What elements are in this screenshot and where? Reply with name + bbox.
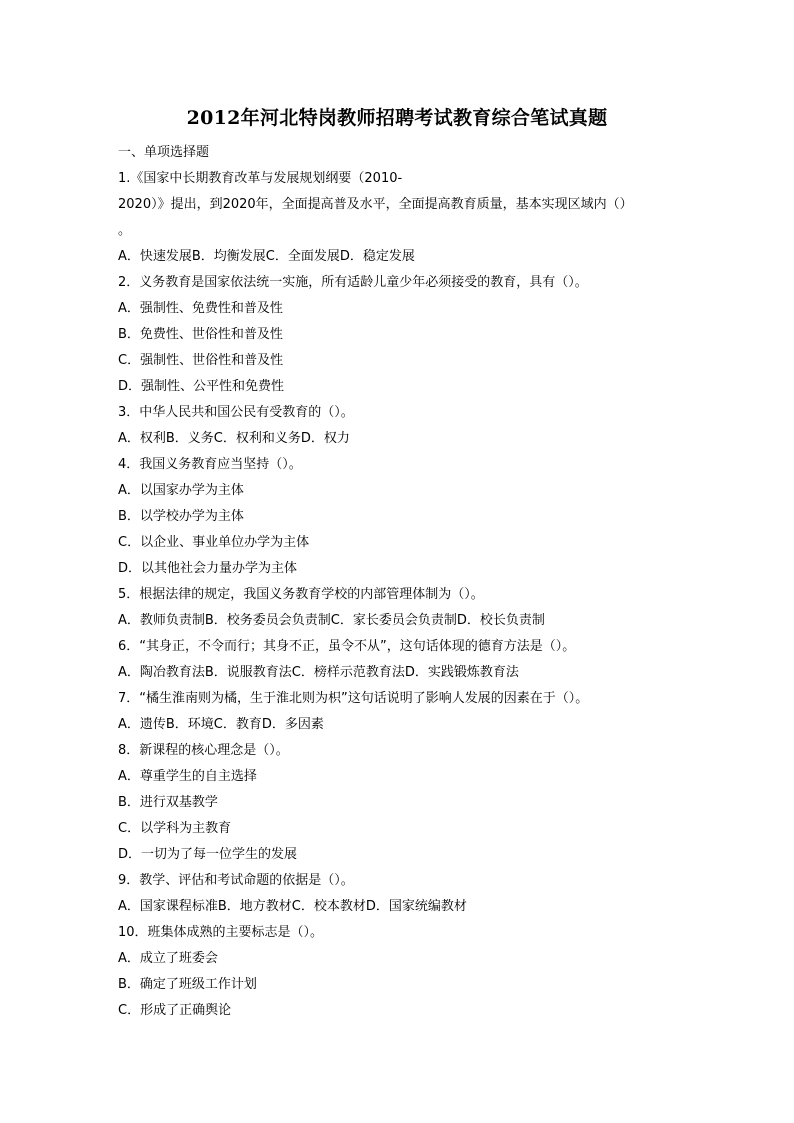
- text-line: 。: [118, 223, 132, 238]
- text-line: B．进行双基教学: [118, 795, 218, 810]
- text-line: C．以企业、事业单位办学为主体: [118, 535, 310, 550]
- text-line: 10．班集体成熟的主要标志是（）。: [118, 925, 324, 940]
- text-line: 2．义务教育是国家依法统一实施，所有适龄儿童少年必须接受的教育，具有（）。: [118, 275, 588, 290]
- text-line: 9．教学、评估和考试命题的依据是（）。: [118, 873, 354, 888]
- text-line: A．权利B．义务C．权利和义务D．权力: [118, 431, 350, 446]
- text-line: C．形成了正确舆论: [118, 1003, 232, 1018]
- text-line: 3．中华人民共和国公民有受教育的（）。: [118, 405, 354, 420]
- text-line: A．尊重学生的自主选择: [118, 769, 257, 784]
- text-line: A．以国家办学为主体: [118, 483, 244, 498]
- text-line: 2020）》提出，到2020年，全面提高普及水平，全面提高教育质量，基本实现区域内（）: [118, 197, 633, 212]
- text-line: B．以学校办学为主体: [118, 509, 244, 524]
- text-line: 4．我国义务教育应当坚持（）。: [118, 457, 302, 472]
- text-line: 1.《国家中长期教育改革与发展规划纲要（2010-: [118, 171, 403, 186]
- text-line: B．确定了班级工作计划: [118, 977, 257, 992]
- text-line: A．快速发展B．均衡发展C．全面发展D．稳定发展: [118, 249, 415, 264]
- text-line: D．一切为了每一位学生的发展: [118, 847, 298, 862]
- text-line: A．教师负责制B．校务委员会负责制C．家长委员会负责制D．校长负责制: [118, 613, 545, 628]
- text-line: B．免费性、世俗性和普及性: [118, 327, 283, 342]
- text-line: 5．根据法律的规定，我国义务教育学校的内部管理体制为（）。: [118, 587, 484, 602]
- text-line: D．强制性、公平性和免费性: [118, 379, 285, 394]
- text-line: A．国家课程标准B．地方教材C．校本教材D．国家统编教材: [118, 899, 467, 914]
- page-title: 2012年河北特岗教师招聘考试教育综合笔试真题: [186, 107, 608, 129]
- document-body: [118, 140, 678, 1024]
- text-line: 7．“橘生淮南则为橘，生于淮北则为枳”这句话说明了影响人发展的因素在于（）。: [118, 691, 589, 706]
- text-line: C．以学科为主教育: [118, 821, 232, 836]
- text-line: A．遗传B．环境C．教育D．多因素: [118, 717, 324, 732]
- section-heading: 一、单项选择题: [118, 145, 210, 160]
- text-line: A．陶冶教育法B．说服教育法C．榜样示范教育法D．实践锻炼教育法: [118, 665, 519, 680]
- text-line: A．强制性、免费性和普及性: [118, 301, 283, 316]
- text-line: C．强制性、世俗性和普及性: [118, 353, 284, 368]
- text-line: 8．新课程的核心理念是（）。: [118, 743, 289, 758]
- text-line: 6．“其身正，不令而行；其身不正，虽令不从”，这句话体现的德育方法是（）。: [118, 639, 576, 654]
- text-line: D．以其他社会力量办学为主体: [118, 561, 298, 576]
- text-line: A．成立了班委会: [118, 951, 218, 966]
